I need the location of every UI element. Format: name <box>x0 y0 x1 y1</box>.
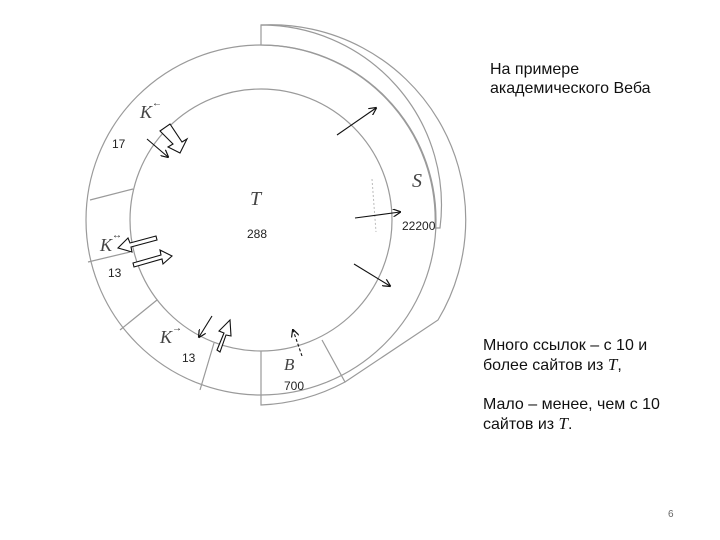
caption-many-set: T <box>607 355 618 374</box>
caption-top-line-2: академического Веба <box>490 80 651 97</box>
segment-1-mark: ← <box>152 98 162 109</box>
caption-top-line-1: На примере <box>490 61 580 78</box>
set-b-letter: B <box>284 355 295 374</box>
caption-top <box>490 60 700 98</box>
segment-2-count: 13 <box>108 266 122 280</box>
caption-many-line-1: Много ссылок – с 10 и <box>483 337 648 354</box>
segment-3-count: 13 <box>182 351 196 365</box>
segment-1-letter: K <box>140 102 153 122</box>
set-t-letter: T <box>250 188 262 210</box>
segment-3-mark: → <box>172 323 182 334</box>
arrow-seg3-in <box>199 316 212 337</box>
set-s-letter: S <box>412 170 422 192</box>
segment-divider-4 <box>200 343 214 390</box>
caption-few-links <box>483 395 713 434</box>
caption-few-line-1: Мало – менее, чем с 10 <box>483 396 660 413</box>
set-s-count: 22200 <box>402 219 436 233</box>
block-arrow-seg1 <box>160 124 187 153</box>
caption-few-prefix: сайтов из <box>483 416 559 433</box>
arrow-seg1-in <box>147 139 168 157</box>
segment-2-letter: K <box>100 235 113 255</box>
out-band-s-divider <box>372 179 376 232</box>
caption-many-line-2 <box>483 355 713 375</box>
segment-divider-3 <box>120 300 157 330</box>
block-arrow-seg2-left <box>118 236 157 252</box>
segment-3-letter: K <box>160 327 173 347</box>
arrow-t-to-s-mid <box>355 212 400 218</box>
caption-few-set: T <box>558 414 569 433</box>
caption-few-suffix: . <box>568 416 573 433</box>
in-band-b <box>261 340 345 405</box>
set-t-count: 288 <box>247 227 268 241</box>
block-arrow-seg2-right <box>133 250 172 267</box>
caption-many-prefix: более сайтов из <box>483 357 608 374</box>
segment-2-mark: ↔ <box>112 230 122 241</box>
set-b-count: 700 <box>284 379 305 393</box>
out-band-s <box>261 25 441 228</box>
segment-divider-1 <box>90 189 133 200</box>
caption-many-suffix: , <box>617 357 622 374</box>
arrow-t-to-s-low <box>354 264 390 286</box>
caption-many-links <box>483 336 713 375</box>
page-number: 6 <box>668 509 674 520</box>
arrow-b-to-t <box>293 330 302 356</box>
outer-ring <box>86 45 436 395</box>
segment-1-count: 17 <box>112 137 126 151</box>
caption-few-line-2 <box>483 414 713 434</box>
